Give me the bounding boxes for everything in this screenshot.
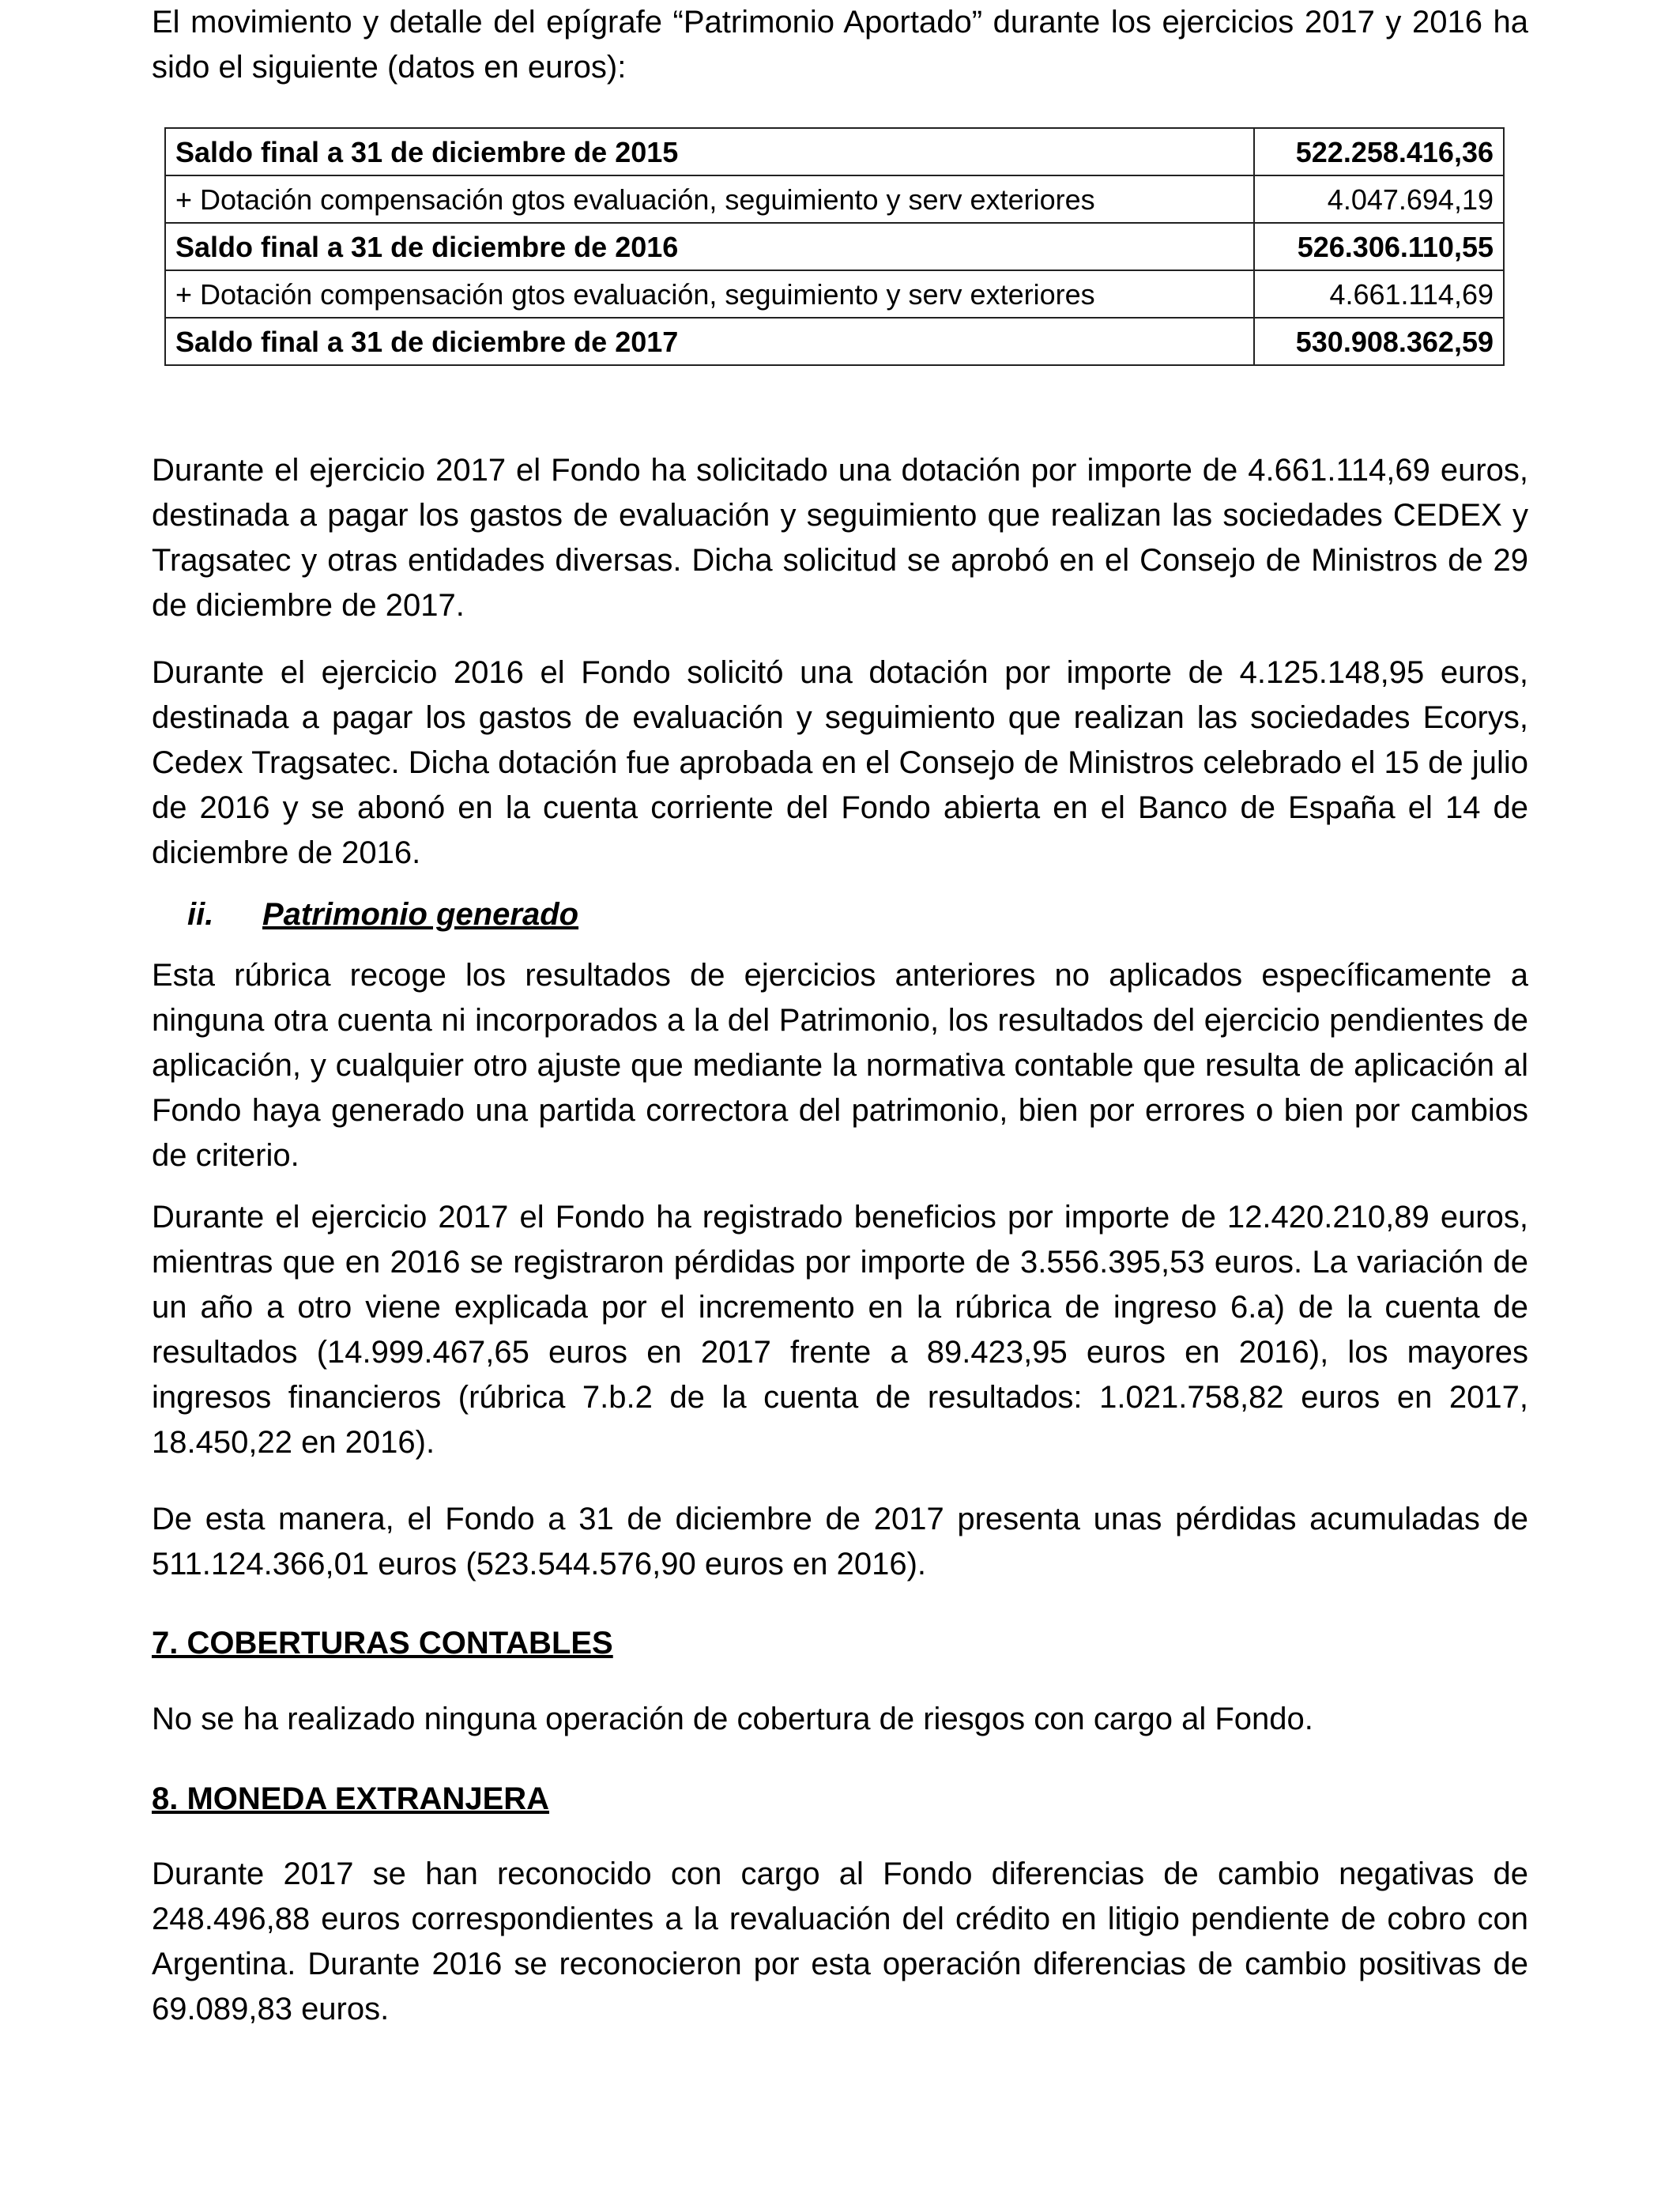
section-heading-coberturas: 7. COBERTURAS CONTABLES xyxy=(152,1626,613,1661)
table-row xyxy=(165,223,1504,270)
row-value: 530.908.362,59 xyxy=(1254,318,1504,365)
paragraph-perdidas-acumuladas: De esta manera, el Fondo a 31 de diciembre de 2017 presenta unas pérdidas acumuladas de 511.124.366,01 euros (523.544.576,90 euros en 2016). xyxy=(152,1502,1528,1581)
paragraph-dotacion-2017: Durante el ejercicio 2017 el Fondo ha solicitado una dotación por importe de 4.661.114,69 euros, destinada a pagar los gastos de evaluación y seguimiento que realizan las sociedades CEDEX y Tragsatec y otras entidades diversas. Dicha solicitud se aprobó en el Consejo de Ministros de 29 de diciembre de 2017. xyxy=(152,453,1528,623)
row-label: Saldo final a 31 de diciembre de 2016 xyxy=(165,223,1254,270)
intro-paragraph: El movimiento y detalle del epígrafe “Patrimonio Aportado” durante los ejercicios 2017 y 2016 ha sido el siguiente (datos en euros): xyxy=(152,5,1528,85)
paragraph-dotacion-2016: Durante el ejercicio 2016 el Fondo solicitó una dotación por importe de 4.125.148,95 euros, destinada a pagar los gastos de evaluación y seguimiento que realizan las sociedades Ecorys, Cedex Tragsatec. Dicha dotación fue aprobada en el Consejo de Ministros celebrado el 15 de julio de 2016 y se abonó en la cuenta corriente del Fondo abierta en el Banco de España el 14 de diciembre de 2016. xyxy=(152,655,1528,870)
heading-number: ii. xyxy=(187,897,214,932)
table-row xyxy=(165,270,1504,318)
paragraph-rubrica: Esta rúbrica recoge los resultados de ejercicios anteriores no aplicados específicamente a ninguna otra cuenta ni incorporados a la del Patrimonio, los resultados del ejercicio pendientes de aplicación, y cualquier otro ajuste que mediante la normativa contable que resulta de aplicación al Fondo haya generado una partida correctora del patrimonio, bien por errores o bien por cambios de criterio. xyxy=(152,958,1528,1173)
paragraph-beneficios: Durante el ejercicio 2017 el Fondo ha registrado beneficios por importe de 12.420.210,89 euros, mientras que en 2016 se registraron pérdidas por importe de 3.556.395,53 euros. La variación de un año a otro viene explicada por el incremento en la rúbrica de ingreso 6.a) de la cuenta de resultados (14.999.467,65 euros en 2017 frente a 89.423,95 euros en 2016), los mayores ingresos financieros (rúbrica 7.b.2 de la cuenta de resultados: 1.021.758,82 euros en 2017, 18.450,22 en 2016). xyxy=(152,1200,1528,1460)
table-row xyxy=(165,175,1504,223)
paragraph-moneda: Durante 2017 se han reconocido con cargo al Fondo diferencias de cambio negativas de 248.496,88 euros correspondientes a la revaluación del crédito en litigio pendiente de cobro con Argentina. Durante 2016 se reconocieron por esta operación diferencias de cambio positivas de 69.089,83 euros. xyxy=(152,1857,1528,2026)
section-heading-patrimonio-generado xyxy=(187,892,578,937)
paragraph-coberturas: No se ha realizado ninguna operación de cobertura de riesgos con cargo al Fondo. xyxy=(152,1702,1313,1736)
patrimonio-aportado-table xyxy=(164,127,1505,366)
heading-title: Patrimonio generado xyxy=(262,897,579,932)
row-label: Saldo final a 31 de diciembre de 2017 xyxy=(165,318,1254,365)
row-value: 4.047.694,19 xyxy=(1254,175,1504,223)
table-row xyxy=(165,318,1504,365)
row-value: 522.258.416,36 xyxy=(1254,128,1504,175)
section-heading-moneda-extranjera: 8. MONEDA EXTRANJERA xyxy=(152,1781,550,1816)
table-row xyxy=(165,128,1504,175)
row-label: + Dotación compensación gtos evaluación, seguimiento y serv exteriores xyxy=(165,270,1254,318)
row-label: + Dotación compensación gtos evaluación, seguimiento y serv exteriores xyxy=(165,175,1254,223)
row-value: 526.306.110,55 xyxy=(1254,223,1504,270)
row-label: Saldo final a 31 de diciembre de 2015 xyxy=(165,128,1254,175)
row-value: 4.661.114,69 xyxy=(1254,270,1504,318)
